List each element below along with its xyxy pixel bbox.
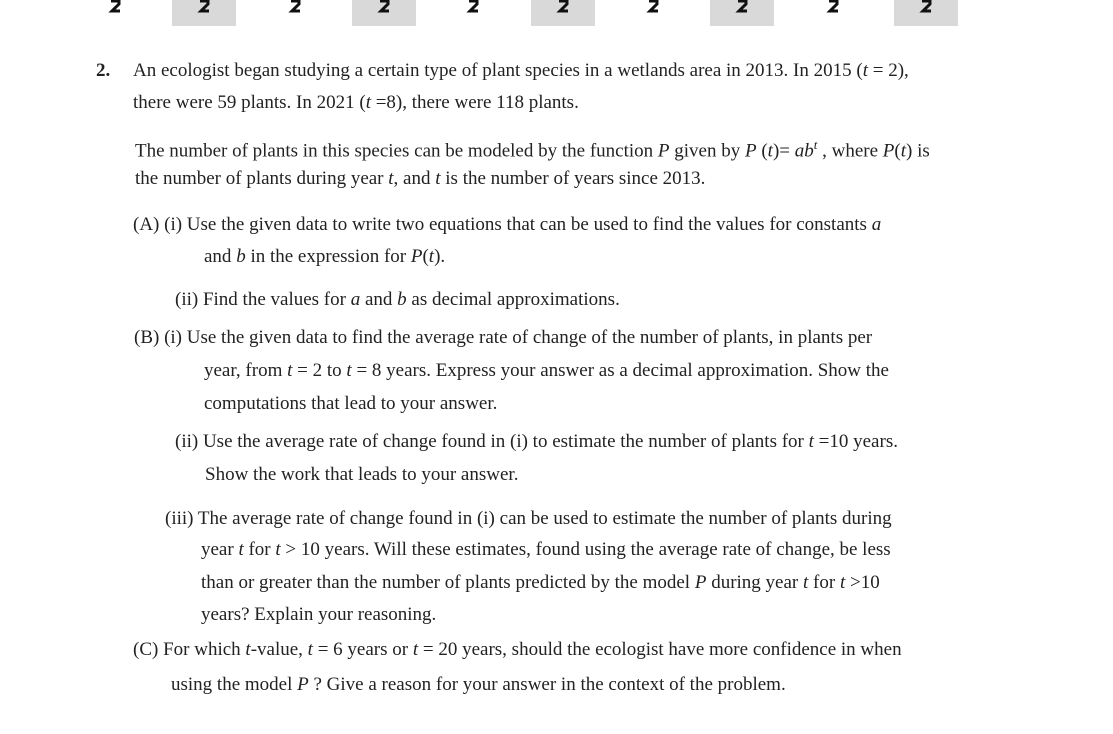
part-c-line-1: (C) For which t-value, t = 6 years or t = 20 years, should the ecologist have more confidence in when [133,639,902,660]
tick-mark-icon [826,0,840,13]
tick-mark-icon [377,0,391,13]
part-b-iii-line-2: year t for t > 10 years. Will these estimates, found using the average rate of change, be less [201,539,891,560]
part-b-iii-line-4: years? Explain your reasoning. [201,604,437,625]
tick-mark-icon [919,0,933,13]
intro-line-1: An ecologist began studying a certain type of plant species in a wetlands area in 2013. In 2015 (t = 2), [133,60,909,81]
tick-mark-icon [466,0,480,13]
part-a-i-line-1: (A) (i) Use the given data to write two equations that can be used to find the values for constants a [133,214,882,235]
part-b-i-line-1: (B) (i) Use the given data to find the average rate of change of the number of plants, in plants per [134,327,873,348]
model-line-1: The number of plants in this species can be modeled by the function P given by P $(t)= ab^t$ , where P(t) is [135,137,930,162]
answer-box[interactable] [531,0,595,26]
part-a-i-line-2: and b in the expression for P(t). [204,246,446,267]
part-b-ii-line-2: Show the work that leads to your answer. [205,464,519,485]
model-line-2: the number of plants during year t, and t is the number of years since 2013. [135,168,706,189]
tick-mark-icon [735,0,749,13]
problem-number: 2. [96,60,111,81]
tick-mark-icon [288,0,302,13]
answer-box[interactable] [352,0,416,26]
part-c-line-2: using the model P ? Give a reason for your answer in the context of the problem. [171,674,786,695]
part-b-iii-line-1: (iii) The average rate of change found in (i) can be used to estimate the number of plants during [165,508,892,529]
answer-box[interactable] [172,0,236,26]
answer-box[interactable] [894,0,958,26]
intro-line-2: there were 59 plants. In 2021 (t =8), there were 118 plants. [133,92,579,113]
tick-mark-icon [646,0,660,13]
tick-mark-icon [556,0,570,13]
part-b-ii-line-1: (ii) Use the average rate of change found in (i) to estimate the number of plants for t =10 years. [175,431,898,452]
tick-mark-icon [197,0,211,13]
part-b-iii-line-3: than or greater than the number of plants predicted by the model P during year t for t >10 [201,572,880,593]
part-b-i-line-2: year, from t = 2 to t = 8 years. Express your answer as a decimal approximation. Show the [204,360,889,381]
answer-box[interactable] [710,0,774,26]
tick-mark-icon [108,0,122,13]
part-a-ii: (ii) Find the values for a and b as decimal approximations. [175,289,620,310]
answer-strip [0,0,1113,30]
part-b-i-line-3: computations that lead to your answer. [204,393,498,414]
